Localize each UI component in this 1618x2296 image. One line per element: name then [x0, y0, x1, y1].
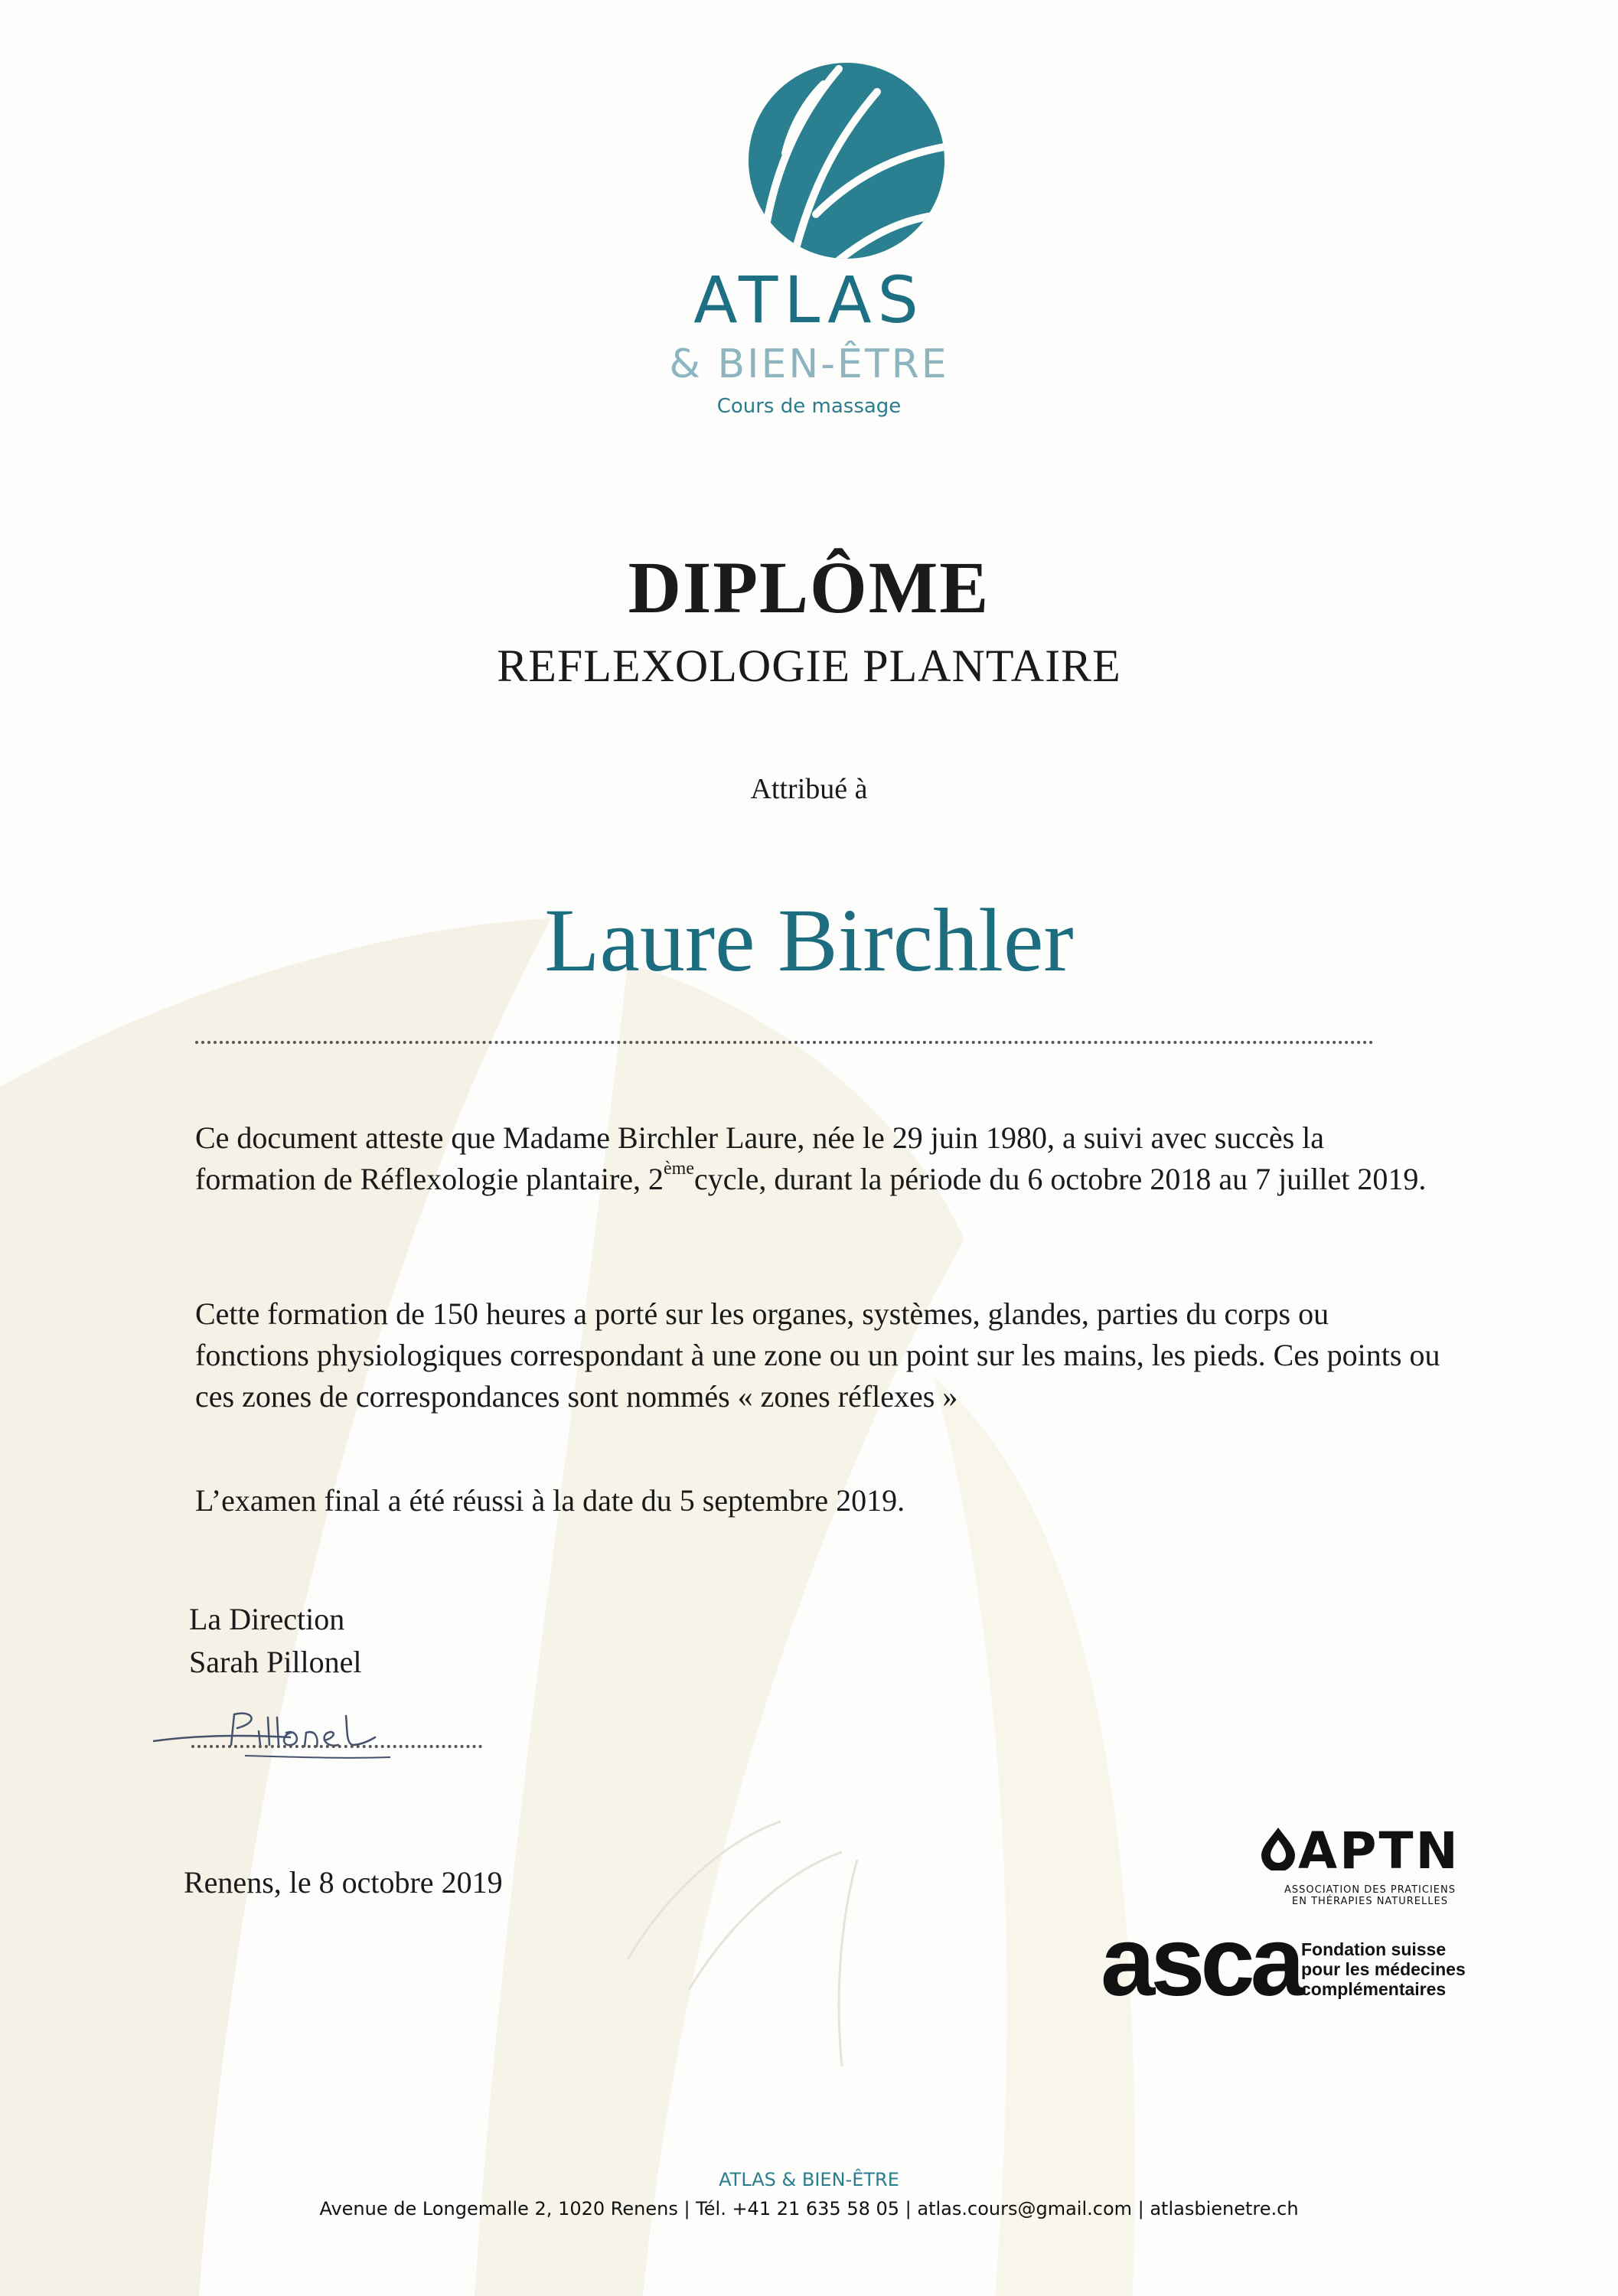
brand-subname: & BIEN-ÊTRE: [669, 341, 949, 387]
diploma-title: DIPLÔME: [628, 546, 990, 628]
footer-contact: Avenue de Longemalle 2, 1020 Renens | Tél. +41 21 635 58 05 | atlas.cours@gmail.com | atlasbienetre.ch: [319, 2198, 1299, 2219]
recipient-dotted-line: [195, 1041, 1374, 1044]
asca-line-1: Fondation suisse: [1301, 1939, 1447, 1959]
p1-superscript: ème: [664, 1159, 694, 1179]
asca-line-3: complémentaires: [1301, 1979, 1447, 1999]
place-date: Renens, le 8 octobre 2019: [184, 1865, 503, 1900]
signatory-name: Sarah Pillonel: [189, 1645, 362, 1679]
body-paragraph-3: L’examen final a été réussi à la date du 5 septembre 2019.: [195, 1483, 905, 1518]
diploma-subtitle: REFLEXOLOGIE PLANTAIRE: [497, 641, 1121, 691]
recipient-name: Laure Birchler: [544, 890, 1074, 990]
aptn-subtitle: [1255, 1884, 1485, 1907]
brand-tagline: Cours de massage: [716, 395, 902, 418]
body-paragraph-1: [195, 1117, 1443, 1200]
aptn-line-2: EN THÉRAPIES NATURELLES: [1292, 1896, 1448, 1907]
aptn-drop-icon: [1255, 1825, 1301, 1870]
aptn-line-1: ASSOCIATION DES PRATICIENS: [1284, 1884, 1456, 1896]
signature-dotted-line: [191, 1745, 482, 1748]
handwritten-signature: [145, 1699, 452, 1768]
footer-brand: ATLAS & BIEN-ÊTRE: [719, 2169, 899, 2190]
aptn-logo-text: APTN: [1298, 1821, 1460, 1880]
awarded-to-label: Attribué à: [750, 773, 868, 805]
signatory-block: [189, 1598, 362, 1684]
atlas-logo-icon: [747, 61, 946, 260]
asca-description: [1301, 1939, 1466, 1999]
asca-logo-text: asca: [1101, 1907, 1300, 2017]
p1-text-b: cycle, durant la période du 6 octobre 2018 au 7 juillet 2019.: [694, 1162, 1427, 1196]
p1-text-a: Ce document atteste que Madame Birchler Laure, née le 29 juin 1980, a suivi avec succès la formation de Réflexologie plantaire, 2: [195, 1120, 1325, 1196]
signatory-role: La Direction: [189, 1602, 345, 1636]
body-paragraph-2: Cette formation de 150 heures a porté sur les organes, systèmes, glandes, parties du corps ou fonctions physiologiques correspondant à une zone ou un point sur les mains, les pieds. Ces points ou ces zones de correspondances sont nommés « zones réflexes »: [195, 1296, 1440, 1414]
asca-line-2: pour les médecines: [1301, 1959, 1466, 1979]
brand-name: ATLAS: [693, 263, 925, 338]
